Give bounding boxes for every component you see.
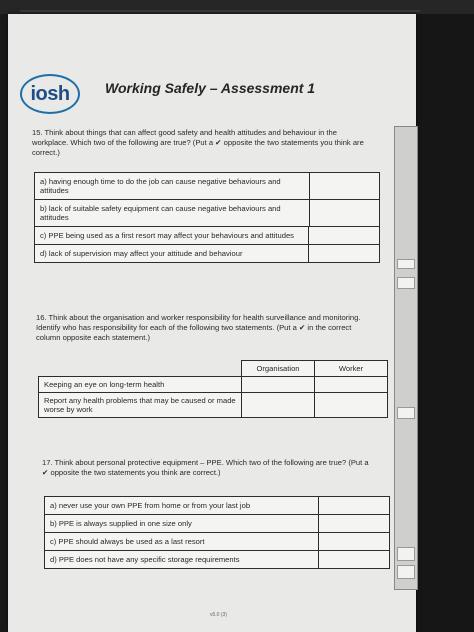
q17-option-c[interactable] <box>44 532 390 550</box>
question-16-text: 16. Think about the organisation and worker responsibility for health surveillance and monitoring. Identify who has responsibility for each of the following two statements. (Put a ✔ in the correct column opposite each statement.) <box>36 313 361 342</box>
column-organisation: Organisation <box>242 361 315 377</box>
q15-option-a[interactable] <box>34 172 380 199</box>
scrollbar-segment[interactable] <box>397 547 415 561</box>
column-worker: Worker <box>315 361 388 377</box>
question-15-options <box>34 172 380 263</box>
question-17-options <box>44 496 390 569</box>
q17-option-a-tick-box[interactable] <box>318 497 389 514</box>
q15-option-b-label: b) lack of suitable safety equipment can cause negative behaviours and attitudes <box>40 204 281 222</box>
question-16-table <box>38 360 388 418</box>
q15-option-a-tick-box[interactable] <box>309 173 379 199</box>
logo-text: iosh <box>30 82 70 105</box>
scrollbar-segment[interactable] <box>397 277 415 289</box>
q16-row1-organisation-cell[interactable] <box>242 377 315 393</box>
q16-statement-1: Keeping an eye on long-term health <box>39 377 242 393</box>
q17-option-c-label: c) PPE should always be used as a last resort <box>50 537 205 546</box>
q17-option-b-label: b) PPE is always supplied in one size only <box>50 519 192 528</box>
q17-option-b[interactable] <box>44 514 390 532</box>
q17-option-a-label: a) never use your own PPE from home or from your last job <box>50 501 251 510</box>
table-row <box>39 377 388 393</box>
table-corner <box>39 361 242 377</box>
q15-option-d-tick-box[interactable] <box>308 245 379 262</box>
iosh-logo <box>20 74 80 114</box>
q15-option-c-tick-box[interactable] <box>308 227 379 244</box>
table-row <box>39 393 388 418</box>
scrollbar-segment[interactable] <box>397 407 415 419</box>
q15-option-c[interactable] <box>34 226 380 244</box>
q15-option-d[interactable] <box>34 244 380 263</box>
q16-row1-worker-cell[interactable] <box>315 377 388 393</box>
question-15-text: 15. Think about things that can affect good safety and health attitudes and behaviour in the workplace. Which two of the following are true? (Put a ✔ opposite the two statements you think are correct.) <box>32 128 364 157</box>
page-title: Working Safely – Assessment 1 <box>105 80 316 96</box>
scrollbar-segment[interactable] <box>397 565 415 579</box>
q15-option-c-label: c) PPE being used as a first resort may affect your behaviours and attitudes <box>40 231 294 240</box>
q15-option-a-label: a) having enough time to do the job can cause negative behaviours and attitudes <box>40 177 281 195</box>
q17-option-c-tick-box[interactable] <box>318 533 389 550</box>
page-footer: v5.0 (3) <box>210 612 227 618</box>
q17-option-d-tick-box[interactable] <box>318 551 389 568</box>
q15-option-b[interactable] <box>34 199 380 226</box>
top-bar-line <box>20 10 420 12</box>
q16-statement-2: Report any health problems that may be caused or made worse by work <box>39 393 242 418</box>
q16-row2-worker-cell[interactable] <box>315 393 388 418</box>
q17-option-d-label: d) PPE does not have any specific storage requirements <box>50 555 240 564</box>
q17-option-b-tick-box[interactable] <box>318 515 389 532</box>
top-bar <box>0 0 474 14</box>
scrollbar-track[interactable] <box>394 126 418 590</box>
background-dark <box>416 14 474 632</box>
scrollbar-segment[interactable] <box>397 259 415 269</box>
q15-option-b-tick-box[interactable] <box>309 200 379 226</box>
q16-row2-organisation-cell[interactable] <box>242 393 315 418</box>
q15-option-d-label: d) lack of supervision may affect your attitude and behaviour <box>40 249 243 258</box>
q17-option-a[interactable] <box>44 496 390 514</box>
q17-option-d[interactable] <box>44 550 390 569</box>
question-17-text: 17. Think about personal protective equipment – PPE. Which two of the following are true? (Put a ✔ opposite the two statements you think are correct.) <box>42 458 369 477</box>
